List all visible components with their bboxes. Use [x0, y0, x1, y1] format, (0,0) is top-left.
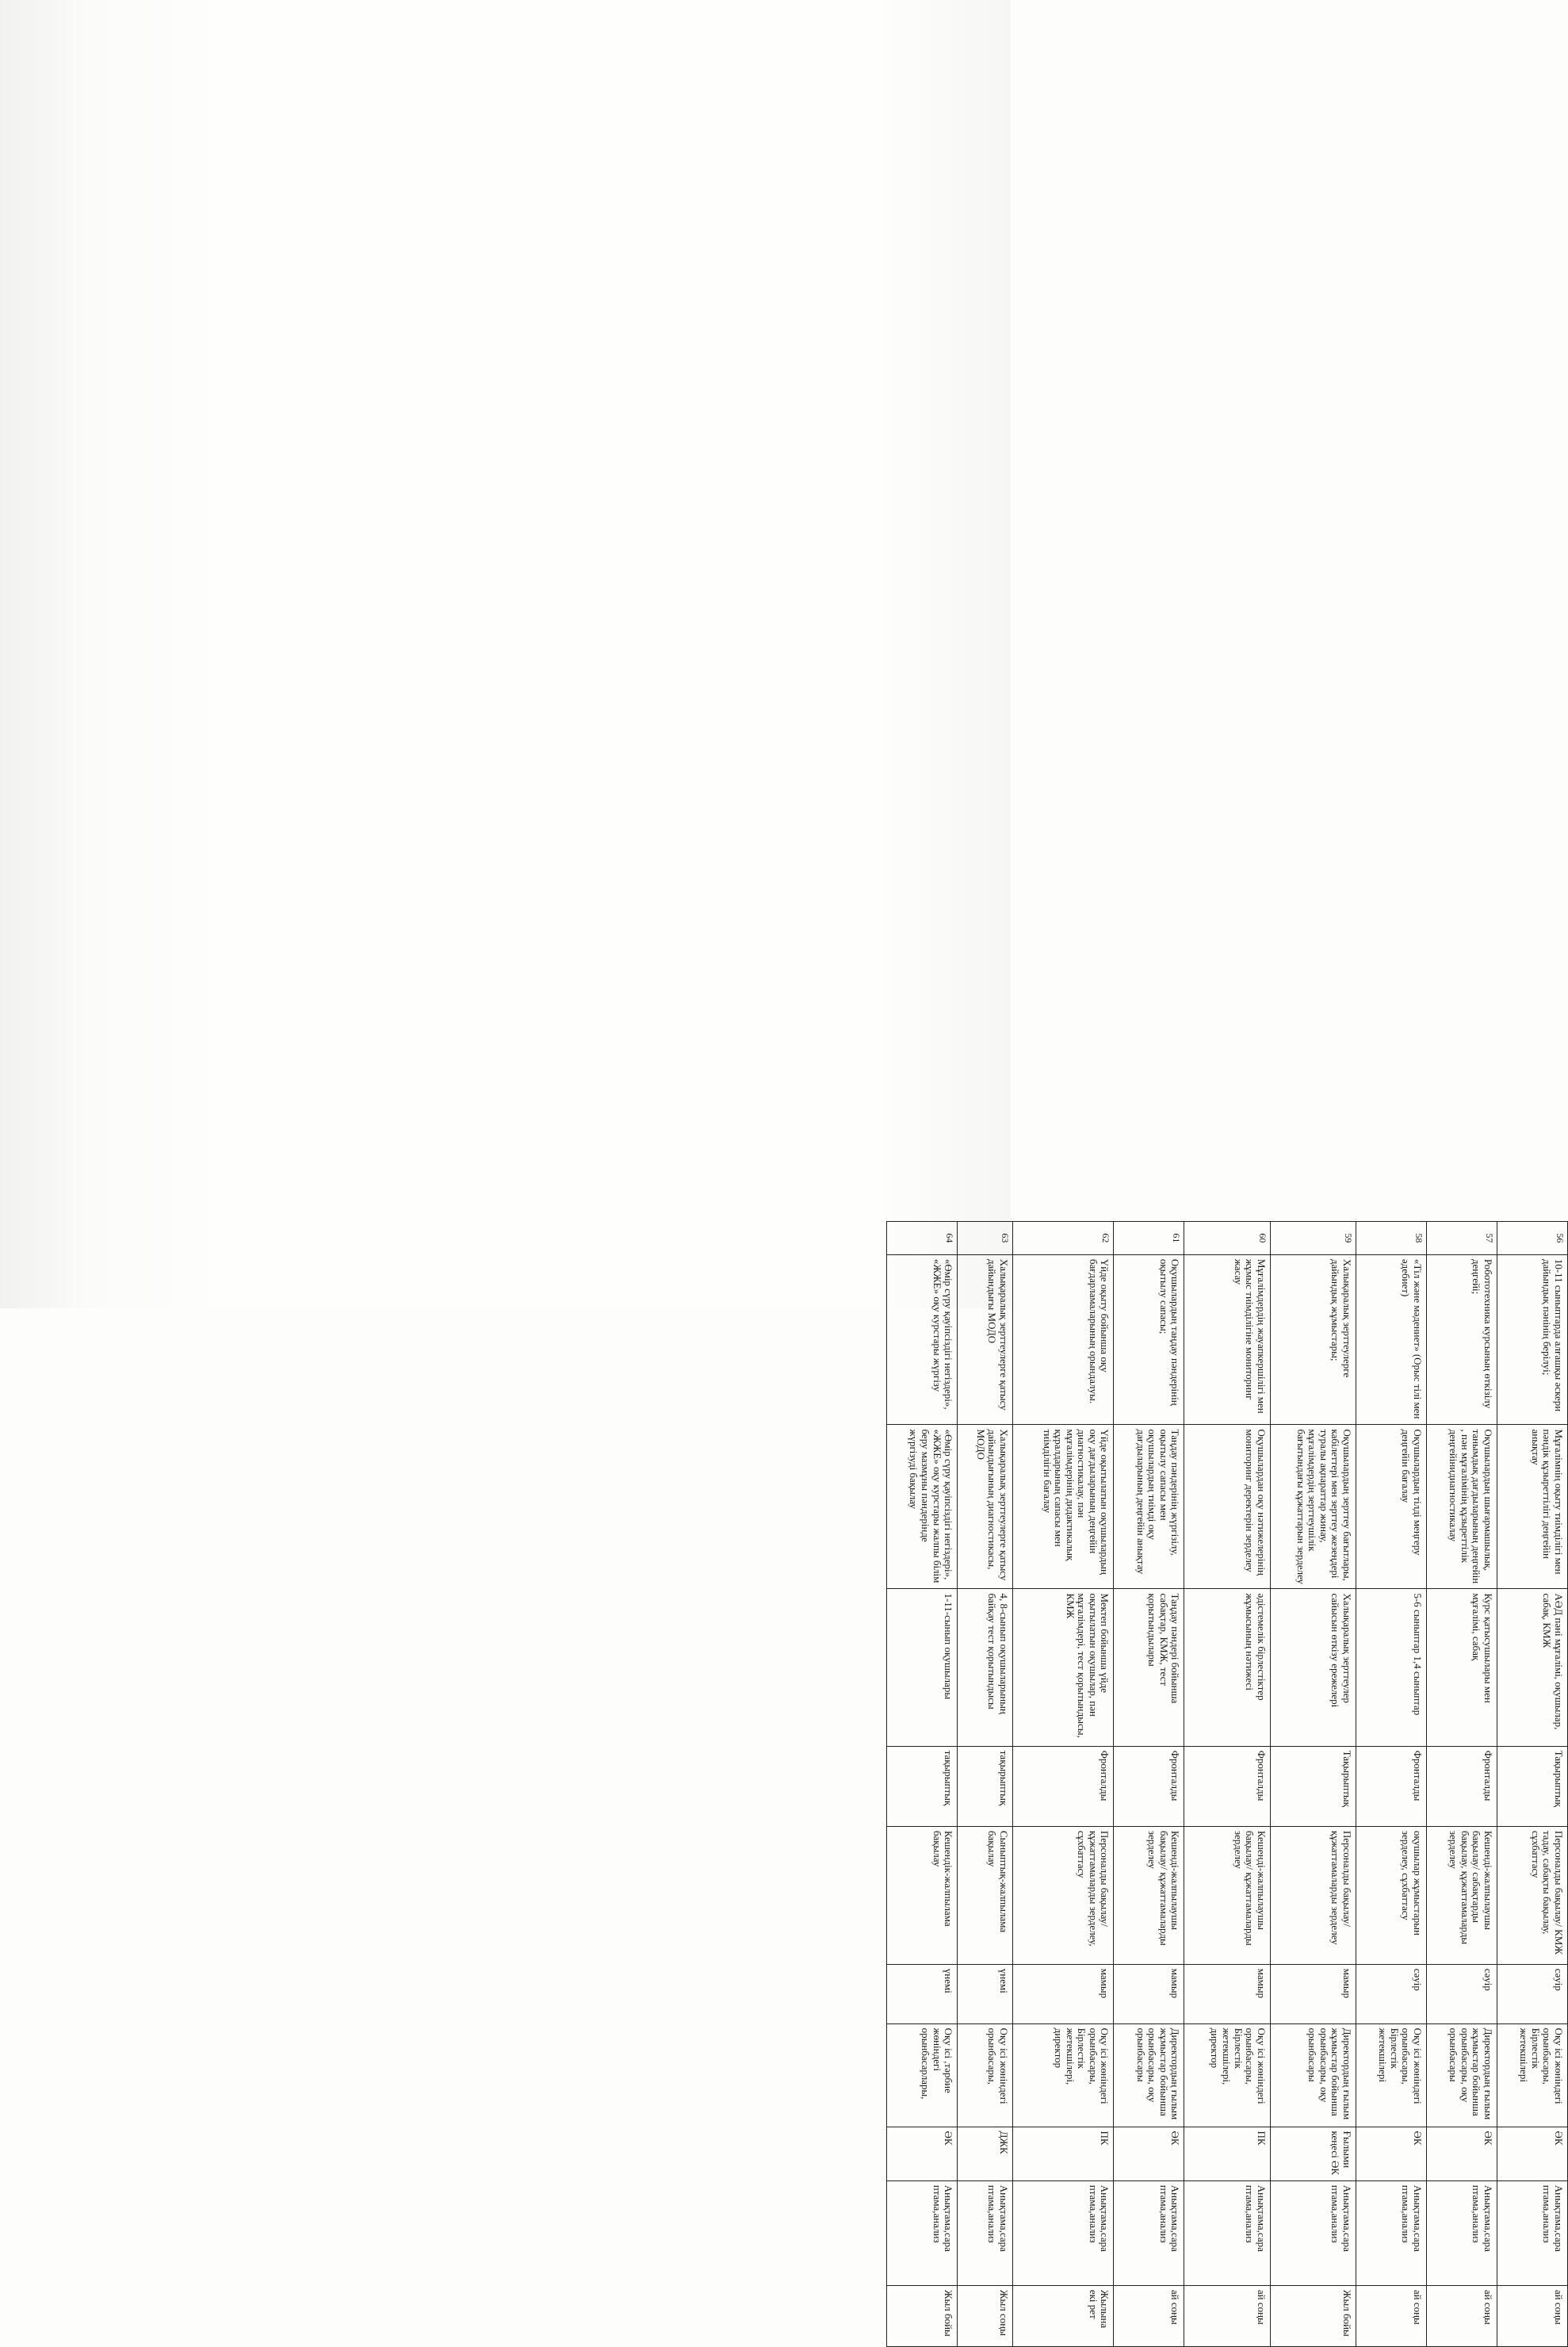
result-format: Анықтама,сара птама,анализ — [1012, 2180, 1114, 2285]
review-time: ай соңы — [1426, 2285, 1497, 2346]
table-row — [1270, 1222, 1356, 2347]
control-type: Фронталды — [1114, 1746, 1184, 1826]
control-method: Кешендік-жалпылама бақылау — [887, 1826, 958, 1964]
control-object: Курс қатысушылары мен мұғалімі, сабақ — [1426, 1589, 1497, 1746]
responsible-person: Оқу ісі жөніндегі орынбасары, Бірлестік жетекшілері — [1356, 2023, 1426, 2127]
result-format: Анықтама,сара птама,анализ — [1426, 2180, 1497, 2285]
control-time: сәуір — [1356, 1964, 1426, 2023]
review-place: ӘК — [1497, 2127, 1567, 2180]
control-method: Кешенді-жалпылаушы бақылау/ сабақтарды бақылау, құжаттамаларды зерделеу — [1426, 1826, 1497, 1964]
result-format: Анықтама,сара птама,анализ — [1184, 2180, 1270, 2285]
row-number: 59 — [1270, 1222, 1356, 1255]
review-place: Ғылыми кеңесі ӘК — [1270, 2127, 1356, 2180]
review-place: ӘК — [1114, 2127, 1184, 2180]
responsible-person: Директордың ғылым жұмыстар бойынша орынбасары, оқу орынбасары — [1114, 2023, 1184, 2127]
control-object: әдістемелік бірлестіктер жұмысының нәтижесі — [1184, 1589, 1270, 1746]
control-time: үнемі — [887, 1964, 958, 2023]
table-row — [1426, 1222, 1497, 2347]
review-place: ӘК — [1426, 2127, 1497, 2180]
control-method: Персоналды бақылау/ құжаттамаларды зерделеу — [1270, 1826, 1356, 1964]
control-method: оқушылар жұмыстарын зерделеу, сұхбаттасу — [1356, 1826, 1426, 1964]
control-time: мамыр — [1012, 1964, 1114, 2023]
control-goal: Мұғалімнің оқыту тиімділігі мен пәндік құзыреттілігі деңгейін анықтау — [1497, 1425, 1567, 1589]
control-type: Фронталды — [1426, 1746, 1497, 1826]
table-row — [1012, 1222, 1114, 2347]
control-method: Кешенді-жалпылаушы бақылау/ құжаттамаларды зерделеу — [1184, 1826, 1270, 1964]
control-object: Таңдау пәндері бойынша сабақтар, КМЖ, тест қорытындылары — [1114, 1589, 1184, 1746]
review-place: ӘК — [887, 2127, 958, 2180]
rotated-page — [886, 1221, 1568, 2347]
row-number: 64 — [887, 1222, 958, 1255]
control-time: мамыр — [1270, 1964, 1356, 2023]
control-topic: «Өмір сүру қауіпсіздігі негіздері», «ЖЖЕ» оқу курстары жүргізу — [887, 1254, 958, 1425]
responsible-person: Оқу ісі ,тәрбие жөніндегі орынбасарлары, — [887, 2023, 958, 2127]
review-time: ай соңы — [1114, 2285, 1184, 2346]
row-number: 57 — [1426, 1222, 1497, 1255]
control-type: Тақырыптық — [1497, 1746, 1567, 1826]
table-row — [887, 1222, 958, 2347]
review-place: ӘК — [1356, 2127, 1426, 2180]
control-topic: Халықаралық зерттеулерге дайындық жұмыстары; — [1270, 1254, 1356, 1425]
review-time: ай соңы — [1497, 2285, 1567, 2346]
control-time: мамыр — [1114, 1964, 1184, 2023]
control-goal: Оқушылардың шығармашылық, танымдық дағдыларының деңгейін , пән мұғалімінің құзыреттілік деңгейінидиагностикалау — [1426, 1425, 1497, 1589]
review-time: ай соңы — [1356, 2285, 1426, 2346]
control-goal: Оқушылардың тілді меңгеру деңгейін бағалау — [1356, 1425, 1426, 1589]
review-time: Жылына екі рет — [1012, 2285, 1114, 2346]
control-method: Персоналды бақылау/ құжаттамаларды зерделеу, сұхбаттасу — [1012, 1826, 1114, 1964]
review-time: ай соңы — [1184, 2285, 1270, 2346]
review-time: Жыл бойы — [887, 2285, 958, 2346]
table-row — [1184, 1222, 1270, 2347]
control-method: Сыныптық-жалпылама бақылау — [958, 1826, 1013, 1964]
table-row — [1114, 1222, 1184, 2347]
row-number: 58 — [1356, 1222, 1426, 1255]
responsible-person: Директордың ғылым жұмыстар бойынша орынбасары, оқу орынбасары — [1426, 2023, 1497, 2127]
result-format: Анықтама,сара птама,анализ — [1356, 2180, 1426, 2285]
row-number: 63 — [958, 1222, 1013, 1255]
control-object: Мектеп бойынша үйде оқытылатын оқушылар, пән мұғалімдері, тест қорытындысы, КМЖ — [1012, 1589, 1114, 1746]
control-topic: Үйде оқыту бойынша оқу бағдарламаларының орындалуы. — [1012, 1254, 1114, 1425]
table-row — [1356, 1222, 1426, 2347]
result-format: Анықтама,сара птама,анализ — [1497, 2180, 1567, 2285]
control-time: үнемі — [958, 1964, 1013, 2023]
review-place: ПК — [1184, 2127, 1270, 2180]
control-topic: Робототехника курсының өткізілу деңгейі; — [1426, 1254, 1497, 1425]
review-time: Жыл соңы — [958, 2285, 1013, 2346]
result-format: Анықтама,сара птама,анализ — [887, 2180, 958, 2285]
control-goal: Оқушылардың зерттеу бағытлары, кабілеттері мен зерттеу жезеңдері туралы ақпараттар жинау, мұғалімдердің зерттеушілік бағытындағы құжаттарын зерделеу — [1270, 1425, 1356, 1589]
result-format: Анықтама,сара птама,анализ — [958, 2180, 1013, 2285]
control-goal: Оқушылардан оқу нәтижелерінің мониторинг деректерін зерделеу — [1184, 1425, 1270, 1589]
row-number: 60 — [1184, 1222, 1270, 1255]
responsible-person: Оқу ісі жөніндегі орынбасары, — [958, 2023, 1013, 2127]
control-plan-table — [886, 1221, 1568, 2347]
responsible-person: Оқу ісі жөніндегі орынбасары, Бірлестік жетекшілері, директор — [1012, 2023, 1114, 2127]
control-goal: Халықаралық зерттеулерге қатысу дайындығының диагностикасы, МОДО — [958, 1425, 1013, 1589]
review-place: ДЖК — [958, 2127, 1013, 2180]
result-format: Анықтама,сара птама,анализ — [1270, 2180, 1356, 2285]
row-number: 56 — [1497, 1222, 1567, 1255]
control-goal: Таңдау пәндерінің жүргізілу, оқытылу сапасы мен оқушылардың тиімді оқу дағдыларының деңгейін анықтау — [1114, 1425, 1184, 1589]
table-row — [1497, 1222, 1567, 2347]
control-object: 5-6 сыныптар 1,4 сыныптар — [1356, 1589, 1426, 1746]
control-topic: Оқушылардың таңдау пәндерінің оқытылу сапасы; — [1114, 1254, 1184, 1425]
responsible-person: Оқу ісі жөніндегі орынбасары, Бірлестік жетекшілері, директор — [1184, 2023, 1270, 2127]
control-type: Фронталды — [1356, 1746, 1426, 1826]
control-goal: «Өмір сүру қауіпсіздігі негіздері», «ЖЖЕ» оқу курстары жалпы білім беру мазмұны пәндерінде жүргізуді бақылау — [887, 1425, 958, 1589]
responsible-person: Оқу ісі жөніндегі орынбасары, Бірлестік жетекшілері — [1497, 2023, 1567, 2127]
control-topic: Мұғалімдердің жауапкершілігі мен жұмыс тиімділігіне мониторинг жасау — [1184, 1254, 1270, 1425]
control-type: Фронталды — [1012, 1746, 1114, 1826]
row-number: 61 — [1114, 1222, 1184, 1255]
review-time: Жыл бойы — [1270, 2285, 1356, 2346]
row-number: 62 — [1012, 1222, 1114, 1255]
control-type: Тақырыптық — [1270, 1746, 1356, 1826]
control-goal: Үйде оқытылатын оқушылардың оқу дағдыларының деңгейін диагностикалау, пән мұғалімдерінің дидактикалық құралдарының сапасы мен тиімділігін бағалау — [1012, 1425, 1114, 1589]
control-type: Фронталды — [1184, 1746, 1270, 1826]
control-time: сәуір — [1497, 1964, 1567, 2023]
control-method: Кешенді-жалпылаушы бақылау/ құжаттамаларды зерделеу — [1114, 1826, 1184, 1964]
control-time: мамыр — [1184, 1964, 1270, 2023]
control-object: 1-11-сынып оқушылары — [887, 1589, 958, 1746]
control-topic: «Тіл және мәдениет» (Орыс тілі мен әдебиет) — [1356, 1254, 1426, 1425]
control-topic: Халықаралық зерттеулерге қатысу дайындығы МОДО — [958, 1254, 1013, 1425]
table-row — [958, 1222, 1013, 2347]
control-time: сәуір — [1426, 1964, 1497, 2023]
result-format: Анықтама,сара птама,анализ — [1114, 2180, 1184, 2285]
control-object: АӘД пәні мұғалімі, оқушылар, сабақ, КМЖ — [1497, 1589, 1567, 1746]
control-type: тақырыптық — [958, 1746, 1013, 1826]
control-topic: 10-11 сыныптарда алғашқы әскери дайындық пәнінің берілуі; — [1497, 1254, 1567, 1425]
control-method: Персоналды бақылау/ КМЖ тадау, сабақты бақылау, сұхбаттасу — [1497, 1826, 1567, 1964]
control-object: Халықаралық зерттеулер сайысын өткізу ережелері — [1270, 1589, 1356, 1746]
scan-background — [0, 0, 1011, 1308]
control-type: тақырыптық — [887, 1746, 958, 1826]
control-object: 4, 8-сынып оқушыларының байқау тест қорытындысы — [958, 1589, 1013, 1746]
responsible-person: Директордың ғылым жұмыстар бойынша орынбасары, оқу орынбасары — [1270, 2023, 1356, 2127]
review-place: ПК — [1012, 2127, 1114, 2180]
